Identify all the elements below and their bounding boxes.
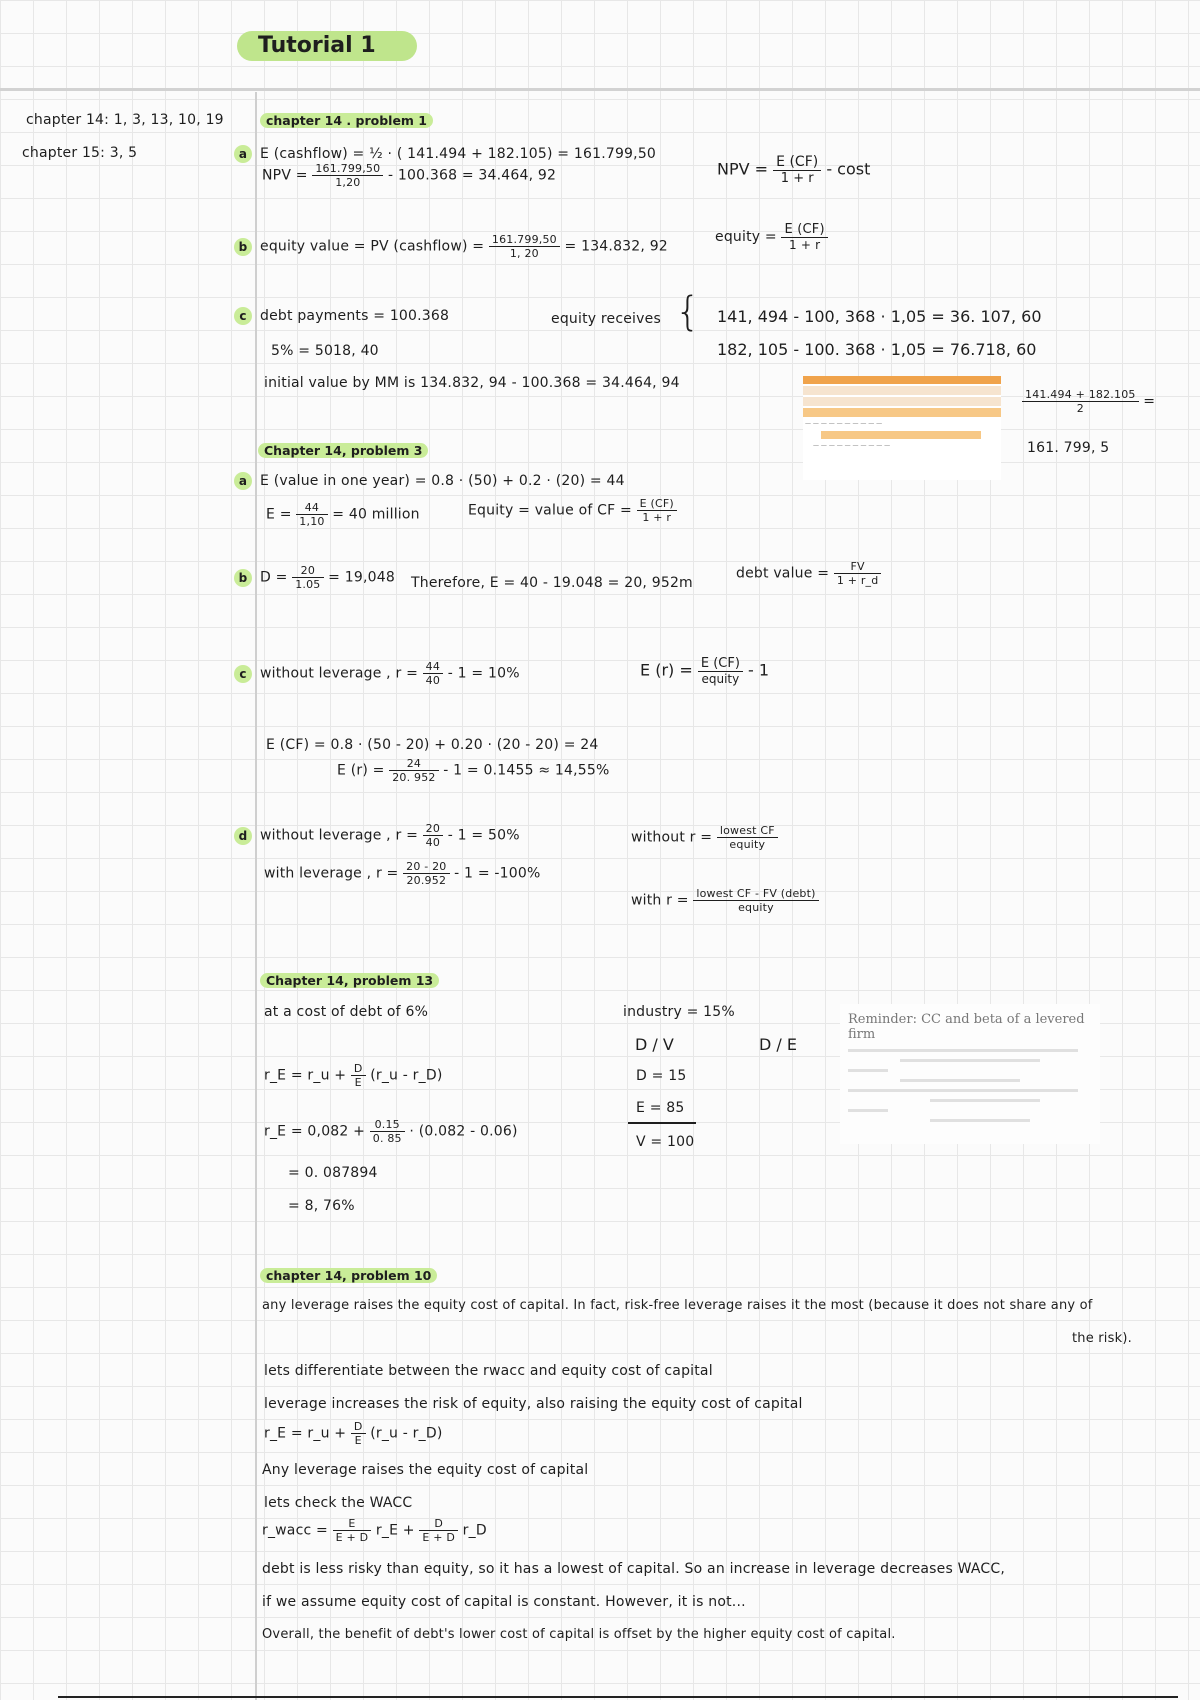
section-header-p10: chapter 14, problem 10	[260, 1265, 437, 1284]
margin-line	[255, 92, 257, 1700]
page-title: Tutorial 1	[258, 33, 376, 58]
p10-line3: leverage increases the risk of equity, also raising the equity cost of capital	[264, 1396, 803, 1412]
p13-line1: at a cost of debt of 6%	[264, 1004, 429, 1020]
bottom-rule	[58, 1696, 1178, 1698]
pasted-reminder-image	[840, 1004, 1100, 1144]
sidebar-chapter-15: chapter 15: 3, 5	[22, 145, 138, 161]
p13-rE-formula: r_E = r_u + $\frac{D}{E}$ (r_u - r_D)	[264, 1062, 443, 1089]
item-marker-d: d	[234, 827, 252, 845]
item-marker-b: b	[234, 569, 252, 587]
p10-line8: Overall, the benefit of debt's lower cost of capital is offset by the higher equity cost of capital.	[262, 1627, 896, 1642]
top-rule	[0, 88, 1200, 91]
p13-res1: = 0. 087894	[288, 1165, 378, 1181]
p3-c-Er2: E (r) = $\frac{24}{20. 952}$ - 1 = 0.1455 ≈ 14,55%	[337, 757, 610, 784]
item-marker-a: a	[234, 472, 252, 490]
p13-sum-rule	[628, 1122, 696, 1124]
pasted-table-image: — — — — — — — — — — — — — — — — — — — —	[803, 376, 1001, 480]
p10-formula-wacc: r_wacc = $\frac{E}{E + D}$ r_E + $\frac{D}{E + D}$ r_D	[262, 1517, 487, 1544]
section-header-p13: Chapter 14, problem 13	[260, 970, 439, 989]
p1-c-line2: 5% = 5018, 40	[271, 343, 379, 359]
p13-d-val: D = 15	[636, 1068, 687, 1084]
p10-line4: Any leverage raises the equity cost of capital	[262, 1462, 589, 1478]
p10-formula-rE: r_E = r_u + $\frac{D}{E}$ (r_u - r_D)	[264, 1420, 443, 1447]
p3-a-line1: a E (value in one year) = 0.8 · (50) + 0.2 · (20) = 44	[234, 472, 625, 490]
p1-b-line: b equity value = PV (cashflow) = $\frac{161.799,50}{1, 20}$ = 134.832, 92	[234, 233, 668, 260]
p3-a-equity-formula: Equity = value of CF = $\frac{E (CF)}{1 + r}$	[468, 497, 677, 524]
sidebar-chapter-14: chapter 14: 1, 3, 13, 10, 19	[26, 112, 224, 128]
section-header-p1: chapter 14 . problem 1	[260, 110, 433, 129]
p1-a-line1: a E (cashflow) = ½ · ( 141.494 + 182.105) = 161.799,50	[234, 145, 656, 163]
reminder-title: Reminder: CC and beta of a levered firm	[848, 1012, 1085, 1042]
p3-c-without: c without leverage , r = $\frac{44}{40}$ - 1 = 10%	[234, 660, 520, 687]
p13-e-val: E = 85	[636, 1100, 685, 1116]
p10-line1: any leverage raises the equity cost of capital. In fact, risk-free leverage raises it the most (because it does not share any of	[262, 1298, 1093, 1313]
brace-icon: {	[675, 289, 701, 335]
item-marker-c: c	[234, 307, 252, 325]
p13-res2: = 8, 76%	[288, 1198, 355, 1214]
p1-a-npv: NPV = $\frac{161.799,50}{1,20}$ - 100.368 = 34.464, 92	[262, 162, 557, 189]
p13-industry: industry = 15%	[623, 1004, 735, 1020]
p3-c-Er-formula: E (r) = $\frac{E (CF)}{\text{equity}}$ - 1	[640, 656, 770, 686]
p3-b-debt-formula: debt value = $\frac{FV}{1 + r\_d}$	[736, 560, 881, 587]
p13-v-val: V = 100	[636, 1134, 695, 1150]
p3-a-E: E = $\frac{44}{1,10}$ = 40 million	[266, 501, 420, 528]
p1-c-line1: c debt payments = 100.368	[234, 307, 449, 325]
p1-c-receives: equity receives	[551, 311, 661, 327]
p1-c-case2: 182, 105 - 100. 368 · 1,05 = 76.718, 60	[717, 340, 1037, 359]
p3-d-formula-with: with r = $\frac{\text{lowest CF - FV (debt)}}{\text{equity}}$	[631, 887, 819, 914]
item-marker-b: b	[234, 238, 252, 256]
p10-line6: debt is less risky than equity, so it has a lowest of capital. So an increase in leverage decreases WACC,	[262, 1561, 1006, 1577]
p10-line5: lets check the WACC	[264, 1495, 413, 1511]
p10-line1b: the risk).	[1072, 1331, 1132, 1346]
p13-de: D / E	[759, 1035, 797, 1054]
section-header-p3: Chapter 14, problem 3	[258, 440, 428, 459]
p10-line2: lets differentiate between the rwacc and equity cost of capital	[264, 1363, 713, 1379]
p3-b-line: b D = $\frac{20}{1.05}$ = 19,048	[234, 564, 395, 591]
p13-calc: r_E = 0,082 + $\frac{0.15}{0. 85}$ · (0.082 - 0.06)	[264, 1118, 518, 1145]
p1-npv-formula: NPV = $\frac{E (CF)}{1 + r}$ - cost	[717, 154, 871, 186]
item-marker-c: c	[234, 665, 252, 683]
p10-line7: if we assume equity cost of capital is constant. However, it is not...	[262, 1594, 746, 1610]
p3-d-without: d without leverage , r = $\frac{20}{40}$ - 1 = 50%	[234, 822, 520, 849]
p1-equity-formula: equity = $\frac{E (CF)}{1 + r}$	[715, 222, 828, 252]
p3-b-therefore: Therefore, E = 40 - 19.048 = 20, 952m	[411, 575, 693, 591]
p1-side-result: 161. 799, 5	[1027, 440, 1110, 456]
p3-d-with: with leverage , r = $\frac{20 - 20}{20.952}$ - 1 = -100%	[264, 860, 541, 887]
p3-d-formula-without: without r = $\frac{\text{lowest CF}}{\text{equity}}$	[631, 824, 778, 851]
p3-c-ECF: E (CF) = 0.8 · (50 - 20) + 0.20 · (20 - 20) = 24	[266, 737, 599, 753]
item-marker-a: a	[234, 145, 252, 163]
p1-side-fraction: $\frac{141.494 + 182.105}{2}$ =	[1022, 388, 1155, 415]
p13-dv: D / V	[635, 1035, 674, 1054]
p1-c-initial: initial value by MM is 134.832, 94 - 100.368 = 34.464, 94	[264, 375, 680, 391]
p1-c-case1: 141, 494 - 100, 368 · 1,05 = 36. 107, 60	[717, 307, 1042, 326]
